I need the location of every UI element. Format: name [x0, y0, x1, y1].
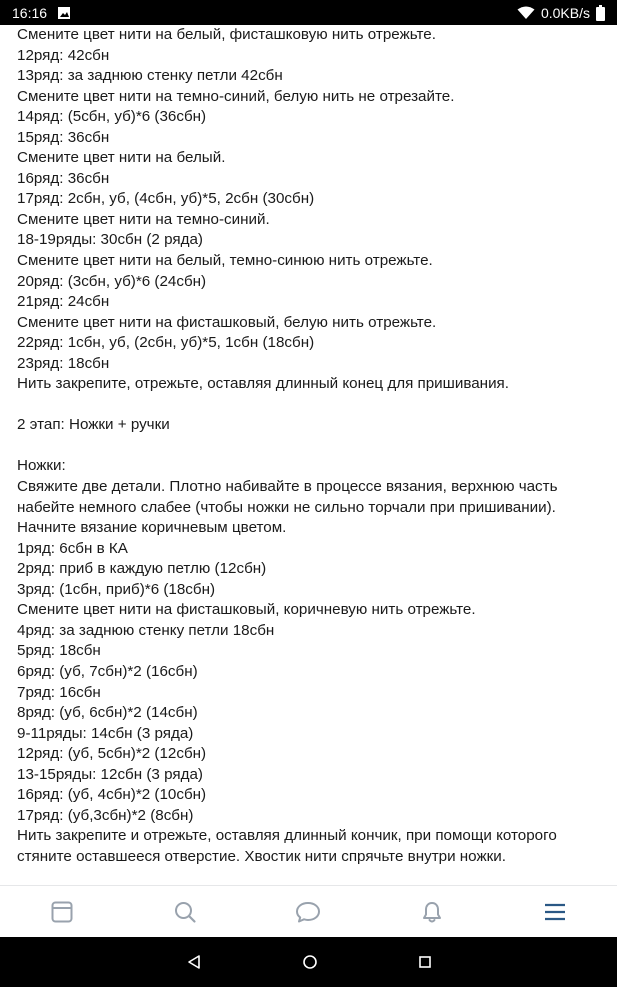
status-bar: [0, 0, 617, 25]
tab-search[interactable]: [165, 892, 205, 932]
tab-menu[interactable]: [535, 892, 575, 932]
text-line: 5ряд: 18сбн: [17, 642, 101, 660]
text-line: 6ряд: (уб, 7сбн)*2 (16сбн): [17, 662, 198, 680]
bottom-tab-bar: [0, 885, 617, 938]
text-line: 3ряд: (1сбн, приб)*6 (18сбн): [17, 580, 216, 598]
gallery-notification-icon: [57, 6, 71, 20]
text-line: Начните вязание коричневым цветом.: [17, 519, 287, 537]
text-line: Смените цвет нити на белый.: [17, 149, 226, 167]
text-line: 13ряд: за заднюю стенку петли 42сбн: [17, 67, 283, 85]
text-line: 2 этап: Ножки + ручки: [17, 416, 170, 434]
text-line: 4ряд: за заднюю стенку петли 18сбн: [17, 621, 275, 639]
home-icon[interactable]: [302, 954, 318, 970]
text-line: Ножки:: [17, 457, 66, 475]
text-line: 20ряд: (3сбн, уб)*6 (24сбн): [17, 272, 207, 290]
text-line: 22ряд: 1сбн, уб, (2сбн, уб)*5, 1сбн (18сбн): [17, 334, 315, 352]
menu-icon: [543, 900, 567, 924]
text-line: Нить закрепите и отрежьте, оставляя длинный кончик, при помощи которого: [17, 827, 557, 845]
text-line: Смените цвет нити на темно-синий.: [17, 210, 270, 228]
text-line: 16ряд: (уб, 4сбн)*2 (10сбн): [17, 786, 207, 804]
text-line: Свяжите две детали. Плотно набивайте в процессе вязания, верхнюю часть: [17, 478, 558, 496]
text-line: 12ряд: 42сбн: [17, 46, 110, 64]
text-line: 16ряд: 36сбн: [17, 169, 110, 187]
android-nav-bar: [0, 937, 617, 987]
status-time: 16:16: [12, 4, 48, 21]
text-line: стяните оставшееся отверстие. Хвостик нити спрячьте внутри ножки.: [17, 847, 506, 865]
messages-icon: [295, 900, 321, 924]
search-icon: [173, 900, 197, 924]
tab-news[interactable]: [42, 892, 82, 932]
network-speed: 0.0KB/s: [540, 4, 590, 21]
tab-messages[interactable]: [288, 892, 328, 932]
text-line: 23ряд: 18сбн: [17, 354, 110, 372]
text-line: 17ряд: (уб,3сбн)*2 (8сбн): [17, 806, 194, 824]
text-line: Нить закрепите, отрежьте, оставляя длинный конец для пришивания.: [17, 375, 509, 393]
blank-line: [17, 395, 612, 416]
back-icon[interactable]: [186, 954, 202, 970]
text-line: Смените цвет нити на белый, темно-синюю нить отрежьте.: [17, 252, 433, 270]
text-line: 12ряд: (уб, 5сбн)*2 (12сбн): [17, 745, 207, 763]
text-line: 13-15ряды: 12сбн (3 ряда): [17, 765, 203, 783]
post-text: [17, 25, 612, 885]
wifi-icon: [517, 6, 535, 20]
text-line: 17ряд: 2сбн, уб, (4сбн, уб)*5, 2сбн (30сбн): [17, 190, 315, 208]
news-feed-icon: [50, 900, 74, 924]
blank-line: [17, 436, 612, 457]
text-line: 7ряд: 16сбн: [17, 683, 101, 701]
text-line: 18-19ряды: 30сбн (2 ряда): [17, 231, 203, 249]
text-line: 8ряд: (уб, 6сбн)*2 (14сбн): [17, 704, 198, 722]
text-line: Смените цвет нити на белый, фисташковую нить отрежьте.: [17, 26, 436, 43]
text-line: 9-11ряды: 14сбн (3 ряда): [17, 724, 194, 742]
tab-notifications[interactable]: [412, 892, 452, 932]
text-line: набейте немного слабее (чтобы ножки не сильно торчали при пришивании).: [17, 498, 556, 516]
text-line: 15ряд: 36сбн: [17, 128, 110, 146]
battery-icon: [596, 5, 605, 21]
text-line: Смените цвет нити на темно-синий, белую нить не отрезайте.: [17, 87, 455, 105]
text-line: 14ряд: (5сбн, уб)*6 (36сбн): [17, 108, 207, 126]
notifications-bell-icon: [420, 900, 444, 924]
text-line: Смените цвет нити на фисташковый, белую нить отрежьте.: [17, 313, 437, 331]
recents-icon[interactable]: [418, 955, 432, 969]
text-line: 1ряд: 6сбн в КА: [17, 539, 128, 557]
text-line: Смените цвет нити на фисташковый, коричневую нить отрежьте.: [17, 601, 476, 619]
text-line: 2ряд: приб в каждую петлю (12сбн): [17, 560, 267, 578]
text-line: 21ряд: 24сбн: [17, 293, 110, 311]
